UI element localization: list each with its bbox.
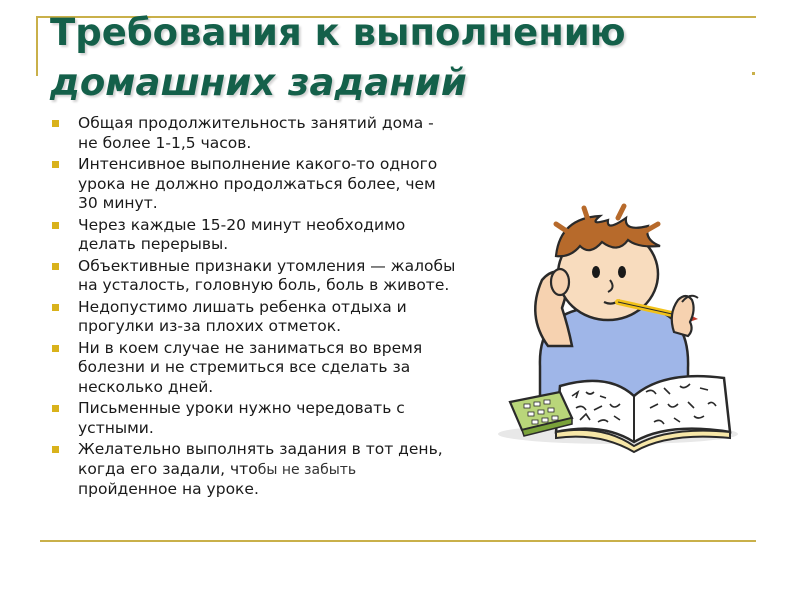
list-item bbox=[48, 155, 458, 214]
boy-doing-homework-illustration bbox=[468, 196, 760, 458]
list-item-text: Письменные уроки нужно чередовать с устными. bbox=[78, 399, 405, 437]
list-item-text: Через каждые 15-20 минут необходимо делать перерывы. bbox=[78, 215, 406, 253]
list-item bbox=[48, 257, 458, 296]
list-item bbox=[48, 440, 458, 500]
bullet-marker bbox=[52, 345, 59, 352]
list-item-text-end: пройденное на уроке. bbox=[78, 480, 259, 498]
list-item bbox=[48, 216, 458, 255]
bullet-marker bbox=[52, 120, 59, 127]
list-item bbox=[48, 298, 458, 337]
list-item-text: Общая продолжительность занятий дома - не более 1-1,5 часов. bbox=[78, 114, 434, 152]
list-item-text: Желательно выполнять задания в тот день, когда его задали, что bbox=[78, 440, 443, 478]
list-item-text: Недопустимо лишать ребенка отдыха и прогулки из-за плохих отметок. bbox=[78, 297, 407, 335]
bullet-marker bbox=[52, 263, 59, 270]
bullet-marker bbox=[52, 304, 59, 311]
requirements-list bbox=[48, 114, 458, 502]
bullet-marker bbox=[52, 446, 59, 453]
list-item-text: Интенсивное выполнение какого-то одного урока не должно продолжаться более, чем 30 минут. bbox=[78, 155, 438, 212]
bullet-marker bbox=[52, 405, 59, 412]
list-item-text: Ни в коем случае не заниматься во время болезни и не стремиться все сделать за несколько дней. bbox=[78, 338, 423, 396]
boy-right-eye bbox=[618, 266, 626, 278]
list-item-text-small: бы не забыть bbox=[257, 461, 357, 478]
title-line-2: домашних заданий bbox=[50, 61, 467, 104]
list-item bbox=[48, 399, 458, 438]
frame-left-line bbox=[36, 16, 38, 76]
boy-left-eye bbox=[592, 266, 600, 278]
bullet-marker bbox=[52, 161, 59, 168]
boy-ear bbox=[551, 269, 569, 295]
list-item bbox=[48, 339, 458, 398]
title-line-1: Требования к выполнению bbox=[50, 11, 626, 54]
frame-bottom-line bbox=[40, 540, 756, 542]
list-item bbox=[48, 114, 458, 153]
bullet-marker bbox=[52, 222, 59, 229]
page-title bbox=[50, 8, 770, 108]
list-item-text: Объективные признаки утомления — жалобы на усталость, головную боль, боль в животе. bbox=[78, 256, 456, 294]
